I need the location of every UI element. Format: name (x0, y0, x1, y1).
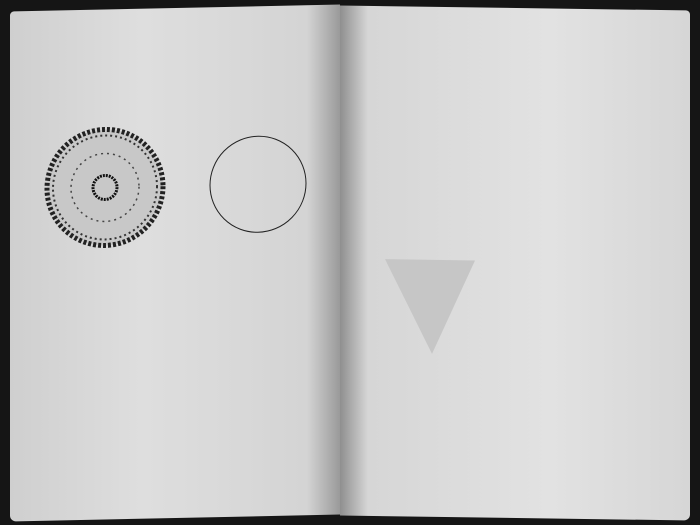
lace-triangle-photo (380, 251, 480, 362)
circle-schema-diagram (180, 115, 330, 258)
right-steps-list (356, 392, 676, 397)
right-step-3 (356, 393, 676, 397)
step-1 (28, 287, 336, 293)
right-page (340, 6, 690, 521)
left-page (10, 5, 340, 522)
lace-circle-photo (40, 120, 170, 258)
step-2 (28, 288, 336, 294)
step-5 (28, 288, 336, 294)
step-4 (28, 288, 336, 294)
triangle-schema-diagram (505, 166, 680, 378)
right-step-2 (356, 393, 676, 397)
steps-list (28, 287, 336, 294)
right-step-1 (356, 392, 676, 396)
step-3 (28, 288, 336, 294)
